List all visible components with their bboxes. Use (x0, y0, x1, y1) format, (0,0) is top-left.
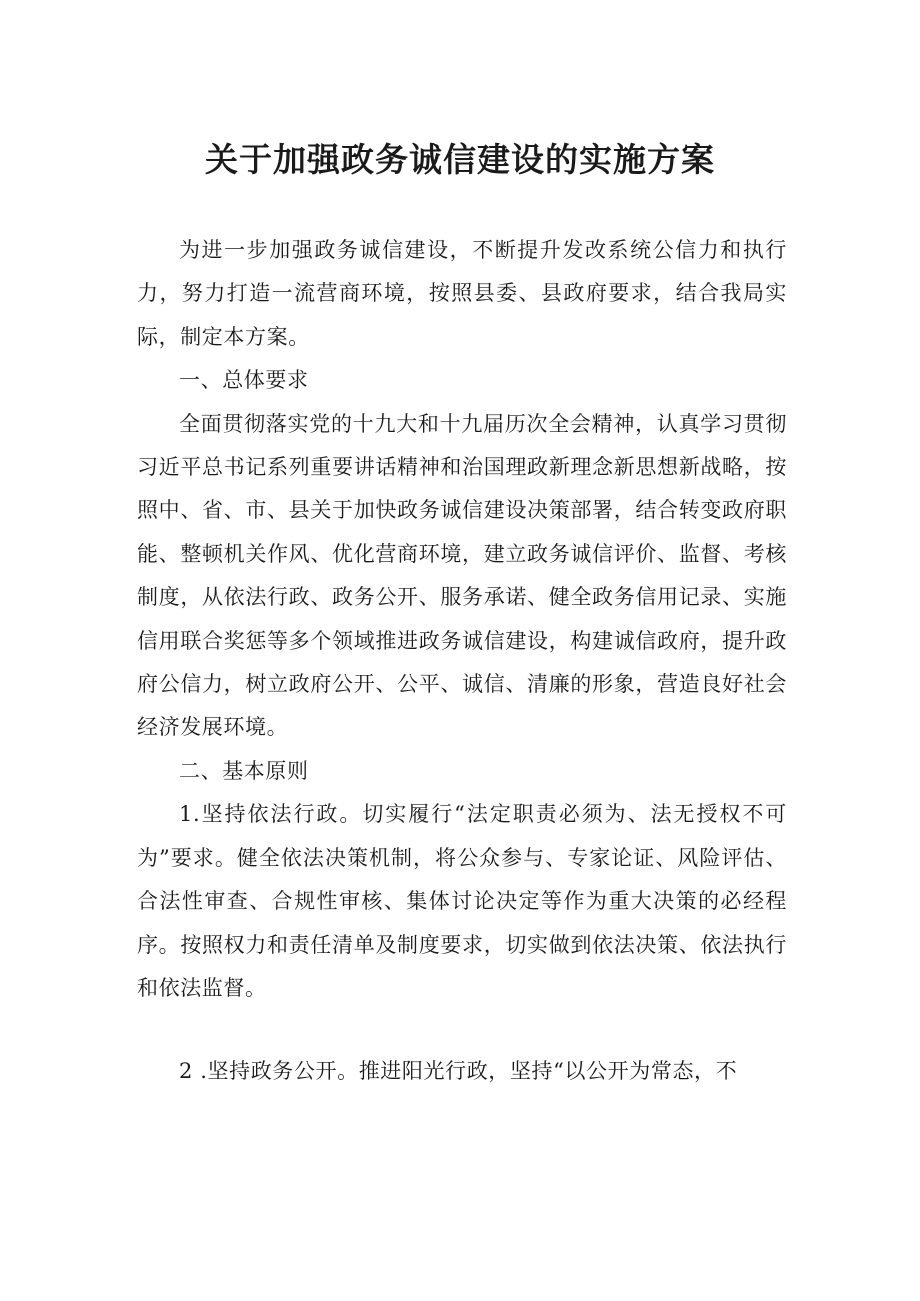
principle-1-paragraph: 1.坚持依法行政。切实履行“法定职责必须为、法无授权不可为”要求。健全依法决策机制，将公众参与、专家论证、风险评估、合法性审查、合规性审核、集体讨论决定等作为重大决策的必经程序。按照权力和责任清单及制度要求，切实做到依法决策、依法执行和依法监督。 (137, 802, 787, 1000)
paragraph-gap (137, 1010, 787, 1050)
intro-paragraph: 为进一步加强政务诚信建设，不断提升发改系统公信力和执行力，努力打造一流营商环境，按照县委、县政府要求，结合我局实际，制定本方案。 (137, 238, 787, 349)
overall-requirements-paragraph: 全面贯彻落实党的十九大和十九届历次全会精神，认真学习贯彻习近平总书记系列重要讲话精神和治国理政新理念新思想新战略，按照中、省、市、县关于加快政务诚信建设决策部署，结合转变政府职能、整顿机关作风、优化营商环境，建立政务诚信评价、监督、考核制度，从依法行政、政务公开、服务承诺、健全政务信用记录、实施信用联合奖惩等多个领域推进政务诚信建设，构建诚信政府，提升政府公信力，树立政府公开、公平、诚信、清廉的形象，营造良好社会经济发展环境。 (137, 411, 787, 740)
document-title: 关于加强政务诚信建设的实施方案 (205, 140, 715, 179)
principle-2-paragraph: 2 .坚持政务公开。推进阳光行政，坚持“以公开为常态，不 (179, 1059, 738, 1084)
section-heading-basic-principles: 二、基本原则 (179, 758, 309, 783)
document-body (137, 229, 787, 1094)
section-heading-overall-requirements: 一、总体要求 (179, 368, 309, 393)
